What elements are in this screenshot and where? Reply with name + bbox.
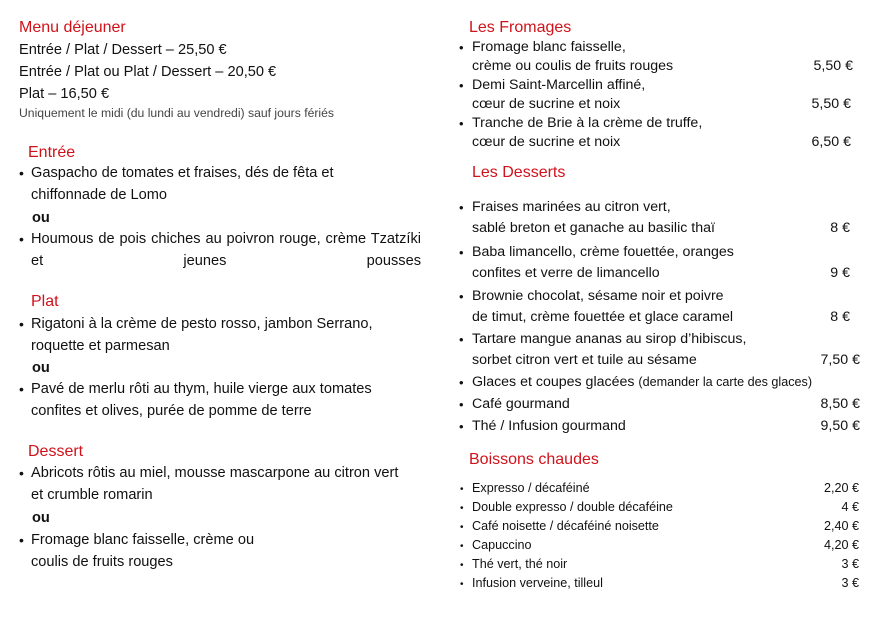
entree-item-2: Houmous de pois chiches au poivron rouge, crème Tzatzíki et jeunes pousses [31, 231, 421, 269]
fromage-item-2-line1: Demi Saint-Marcellin affiné, [472, 77, 646, 93]
the-gourmand-price: 9,50 € [820, 418, 860, 434]
bullet-icon: • [459, 116, 464, 131]
dessert-carte-3-line1: Brownie chocolat, sésame noir et poivre [472, 288, 724, 304]
boisson-4-label: Capuccino [472, 538, 532, 552]
bullet-icon: • [19, 231, 24, 247]
dessert-carte-4-price: 7,50 € [820, 352, 860, 368]
boisson-6-price: 3 € [841, 576, 859, 590]
or-separator: ou [32, 510, 50, 526]
bullet-icon: • [459, 332, 464, 347]
menu-title: Menu déjeuner [19, 19, 126, 36]
or-separator: ou [32, 210, 50, 226]
dessert-carte-1-line2: sablé breton et ganache au basilic thaï [472, 220, 715, 236]
dessert-title: Dessert [28, 443, 84, 460]
boisson-2-label: Double expresso / double décaféine [472, 500, 673, 514]
bullet-icon: • [459, 375, 464, 390]
or-separator: ou [32, 360, 50, 376]
entree-item-1: Gaspacho de tomates et fraises, dés de fêta et chiffonnade de Lomo [31, 165, 334, 203]
bullet-icon: • [459, 289, 464, 304]
dessert-carte-2-line2: confites et verre de limancello [472, 265, 660, 281]
bullet-icon: • [460, 503, 464, 514]
boissons-title: Boissons chaudes [469, 451, 599, 468]
plat-title: Plat [31, 293, 59, 310]
fromage-item-1-line1: Fromage blanc faisselle, [472, 39, 626, 55]
cafe-gourmand-price: 8,50 € [820, 396, 860, 412]
formula-2: Entrée / Plat ou Plat / Dessert – 20,50 € [19, 64, 277, 80]
bullet-icon: • [459, 245, 464, 260]
dessert-carte-4-line1: Tartare mangue ananas au sirop d’hibiscus, [472, 331, 747, 347]
dessert-carte-4-line2: sorbet citron vert et tuile au sésame [472, 352, 697, 368]
bullet-icon: • [459, 78, 464, 93]
boisson-3-price: 2,40 € [823, 519, 859, 533]
glaces-item [472, 373, 812, 392]
fromages-title: Les Fromages [469, 19, 572, 36]
boisson-5-label: Thé vert, thé noir [472, 557, 568, 571]
formula-3: Plat – 16,50 € [19, 86, 110, 102]
plat-item-1: Rigatoni à la crème de pesto rosso, jambon Serrano, roquette et parmesan [31, 316, 373, 354]
bullet-icon: • [459, 40, 464, 55]
dessert-carte-3-price: 8 € [830, 309, 850, 325]
boisson-3-label: Café noisette / décaféiné noisette [472, 519, 659, 533]
dessert-item-2: Fromage blanc faisselle, crème ou coulis de fruits rouges [31, 532, 255, 570]
bullet-icon: • [460, 560, 464, 571]
fromage-item-3-line1: Tranche de Brie à la crème de truffe, [472, 115, 703, 131]
bullet-icon: • [460, 522, 464, 533]
fromage-item-3-line2: cœur de sucrine et noix [472, 134, 621, 150]
bullet-icon: • [19, 316, 24, 332]
glaces-note: (demander la carte des glaces) [638, 375, 813, 389]
bullet-icon: • [19, 532, 24, 548]
dessert-carte-1-line1: Fraises marinées au citron vert, [472, 199, 671, 215]
bullet-icon: • [19, 381, 24, 397]
availability-note: Uniquement le midi (du lundi au vendredi) sauf jours fériés [19, 106, 335, 120]
boisson-2-price: 4 € [841, 500, 859, 514]
glaces-label: Glaces et coupes glacées [472, 374, 635, 390]
dessert-carte-1-price: 8 € [830, 220, 850, 236]
dessert-carte-3-line2: de timut, crème fouettée et glace caramel [472, 309, 734, 325]
dessert-carte-2-line1: Baba limancello, crème fouettée, oranges [472, 244, 734, 260]
cafe-gourmand-label: Café gourmand [472, 396, 570, 412]
formula-1: Entrée / Plat / Dessert – 25,50 € [19, 42, 227, 58]
bullet-icon: • [19, 465, 24, 481]
plat-item-2: Pavé de merlu rôti au thym, huile vierge aux tomates confites et olives, purée de pomme de terre [31, 381, 372, 419]
boisson-6-label: Infusion verveine, tilleul [472, 576, 603, 590]
fromage-item-3-price: 6,50 € [811, 134, 851, 150]
fromage-item-1-price: 5,50 € [813, 58, 853, 74]
the-gourmand-label: Thé / Infusion gourmand [472, 418, 626, 434]
bullet-icon: • [460, 541, 464, 552]
dessert-item-1: Abricots rôtis au miel, mousse mascarpone au citron vert et crumble romarin [31, 465, 399, 503]
bullet-icon: • [19, 165, 24, 181]
boisson-4-price: 4,20 € [823, 538, 859, 552]
entree-title: Entrée [28, 144, 76, 161]
desserts-title: Les Desserts [472, 164, 566, 181]
fromage-item-1-line2: crème ou coulis de fruits rouges [472, 58, 674, 74]
boisson-5-price: 3 € [841, 557, 859, 571]
bullet-icon: • [459, 397, 464, 412]
boisson-1-price: 2,20 € [823, 481, 859, 495]
bullet-icon: • [460, 579, 464, 590]
bullet-icon: • [459, 200, 464, 215]
dessert-carte-2-price: 9 € [830, 265, 850, 281]
bullet-icon: • [459, 419, 464, 434]
fromage-item-2-line2: cœur de sucrine et noix [472, 96, 621, 112]
fromage-item-2-price: 5,50 € [811, 96, 851, 112]
bullet-icon: • [460, 484, 464, 495]
boisson-1-label: Expresso / décaféiné [472, 481, 590, 495]
